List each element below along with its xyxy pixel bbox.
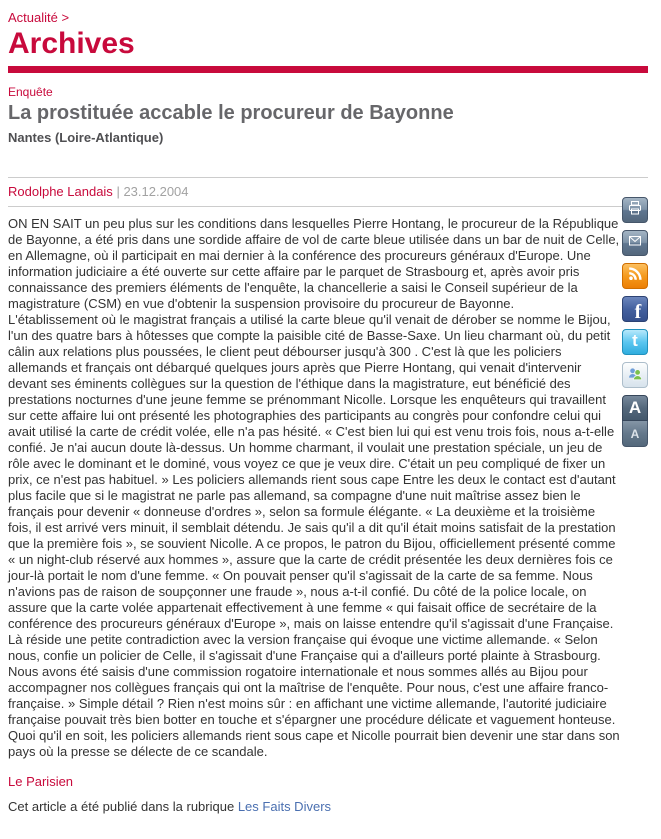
rss-button[interactable] xyxy=(622,263,648,289)
font-increase-button[interactable] xyxy=(622,395,648,421)
page-title: Archives xyxy=(8,27,135,60)
article-date: 23.12.2004 xyxy=(123,184,189,199)
article-paragraph: ON EN SAIT un peu plus sur les conditions dans lesquelles Pierre Hontang, le procureur de la République de Bayonne, a été pris dans une sordide affaire de vol de carte bleue utilisée dans un bar de nuit de Celle, en Allemagne, où il participait en mai dernier à la conférence des procureurs généraux d'Europe. Une information judiciaire a été ouverte sur cette affaire par le parquet de Strasbourg et, après avoir pris connaissance des premiers éléments de l'enquête, la chancellerie a saisi le Conseil supérieur de la magistrature (CSM) en vue d'obtenir la suspension provisoire du procureur de Bayonne. xyxy=(8,216,620,311)
author-link[interactable]: Rodolphe Landais xyxy=(8,184,113,199)
print-icon xyxy=(627,200,643,221)
email-button[interactable] xyxy=(622,230,648,256)
rubric-footer-text: Cet article a été publié dans la rubrique xyxy=(8,799,235,814)
breadcrumb-arrow: > xyxy=(61,10,70,25)
facebook-button[interactable] xyxy=(622,296,648,322)
rubric-link-faits-divers[interactable]: Les Faits Divers xyxy=(237,799,332,814)
font-decrease-button[interactable] xyxy=(622,421,648,447)
breadcrumb xyxy=(8,0,648,25)
breadcrumb-link-actualite[interactable]: Actualité xyxy=(8,10,58,25)
font-size-controls xyxy=(622,395,648,447)
section-divider-bar xyxy=(8,66,648,73)
article-source: Le Parisien xyxy=(8,774,74,789)
facebook-icon: f xyxy=(634,300,642,322)
article-paragraph: L'établissement où le magistrat français a utilisé la carte bleue qu'il venait de dérober se nomme le Bijou, l'un des quatre bars à hôtesses que compte la paisible cité de Basse-Saxe. Un lieu charmant où, du petit câlin aux relations plus poussées, le client peut débourser jusqu'à 300 . C'est là que les policiers allemands et français ont débarqué quelques jours après que Pierre Hontang, qui venait d'intervenir devant ses éminents collègues sur la question de l'éthique dans la magistrature, eut bénéficié des prestations nocturnes d'une jeune femme se prénommant Nicolle. Lorsque les enquêteurs qui travaillent sur cette affaire lui ont présenté les photographies des participants au congrès pour confondre celui qui avait utilisé la carte de crédit volée, elle n'a pas hésité. « C'est bien lui qui est venu trois fois, nous a-t-elle confié. Je n'ai aucun doute là-dessus. Un homme charmant, il voulait une prestation spéciale, un jeu de rôle avec le dominant et le dominé, vous voyez ce que je veux dire. C'était un peu compliqué de fixer un prix, ce n'est pas habituel. » Les policiers allemands rient sous cape Entre les deux le contact est d'autant plus facile que si le magistrat ne parle pas allemand, sa compagne d'une nuit maîtrise assez bien le français pour devenir « donneuse d'ordres », selon sa formule élégante. « La deuxième et la troisième fois, il est arrivé vers minuit, il semblait détendu. Je sais qu'il a dit qu'il était moins satisfait de la prestation que la première fois », se souvient Nicolle. A ce propos, le patron du Bijou, officiellement présenté comme « un night-club réservé aux hommes », assure que la carte de crédit présentée les deux dernières fois ce jour-là portait le nom d'une femme. « On pouvait penser qu'il s'agissait de la carte de sa femme. Nous n'avions pas de raison de soupçonner une fraude », nous a-t-il confié. Du côté de la police locale, on assure que la carte volée appartenait effectivement à une femme « qui faisait office de secrétaire de la conférence des procureurs généraux d'Europe », mais on laisse entendre qu'il s'agissait d'une Française. Là réside une petite contradiction avec la version française qui évoque une victime allemande. « Selon nous, confie un policier de Celle, il s'agissait d'une Française qui a d'ailleurs porté plainte à Strasbourg. Nous avons été saisis d'une commission rogatoire internationale et nous sommes allés au Bijou pour accompagner nos collègues français qui ont la maîtrise de l'enquête. Pour nous, c'est une affaire franco-française. » Simple détail ? Rien n'est moins sûr : en affichant une victime allemande, l'autorité judiciaire française pouvait très bien botter en touche et s'épargner une procédure délicate et vaguement honteuse. Quoi qu'il en soit, les policiers allemands rient sous cape et Nicolle pourrait bien devenir une star dans son pays où la presse se délecte de ce scandale. xyxy=(8,312,620,759)
article-kicker: Enquête xyxy=(8,85,53,99)
rss-icon xyxy=(627,266,643,287)
article-body xyxy=(8,216,620,760)
byline-separator: | xyxy=(116,184,120,199)
email-icon xyxy=(627,233,643,254)
font-increase-icon: A xyxy=(628,398,642,417)
print-button[interactable] xyxy=(622,197,648,223)
messenger-button[interactable] xyxy=(622,362,648,388)
rubric-footer xyxy=(8,799,648,814)
byline xyxy=(8,178,648,206)
twitter-button[interactable] xyxy=(622,329,648,355)
article-headline: La prostituée accable le procureur de Bayonne xyxy=(8,102,454,124)
byline-divider-bottom xyxy=(8,206,648,207)
twitter-icon: t xyxy=(632,331,638,350)
font-decrease-icon: A xyxy=(630,426,640,441)
share-toolbar xyxy=(622,197,648,447)
article-location: Nantes (Loire-Atlantique) xyxy=(8,130,164,145)
messenger-icon xyxy=(627,365,643,386)
